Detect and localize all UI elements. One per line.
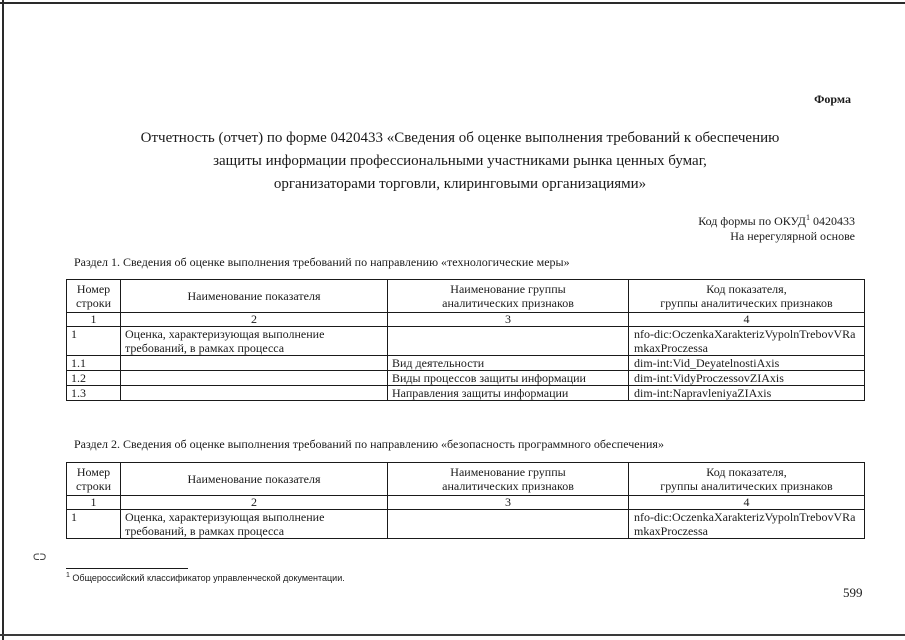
col-number-3: 3: [388, 313, 629, 327]
column-number-row: [67, 313, 865, 327]
col-number-2: 2: [121, 496, 388, 510]
row-name: [121, 386, 388, 401]
row-number: 1.3: [67, 386, 121, 401]
row-group: Вид деятельности: [388, 356, 629, 371]
col-header-code: [629, 463, 865, 496]
col-header-code: [629, 280, 865, 313]
col-header-code-line2: группы аналитических признаков: [660, 296, 833, 310]
section2-title: Раздел 2. Сведения об оценке выполнения требований по направлению «безопасность программного обеспечения»: [74, 437, 664, 451]
col-number-3: 3: [388, 496, 629, 510]
col-header-number-line2: строки: [76, 479, 111, 493]
col-header-group-line2: аналитических признаков: [442, 479, 574, 493]
page-border-top: [0, 2, 905, 4]
row-number: 1.2: [67, 371, 121, 386]
col-header-number: [67, 463, 121, 496]
col-number-1: 1: [67, 496, 121, 510]
col-number-4: 4: [629, 313, 865, 327]
column-number-row: [67, 496, 865, 510]
footnote-divider: [66, 568, 188, 569]
row-number: 1.1: [67, 356, 121, 371]
form-label: Форма: [814, 92, 851, 106]
row-code: nfo-dic:OczenkaXarakterizVypolnTrebovVRamkaxProczessa: [629, 510, 865, 539]
title-line-3: организаторами торговли, клиринговыми организациями»: [273, 176, 647, 192]
row-code: dim-int:Vid_DeyatelnostiAxis: [629, 356, 865, 371]
col-header-number-line1: Номер: [76, 465, 111, 479]
row-group: Виды процессов защиты информации: [388, 371, 629, 386]
col-header-number-line1: Номер: [76, 282, 111, 296]
okud-code: 0420433: [813, 214, 855, 228]
section1-title: Раздел 1. Сведения об оценке выполнения требований по направлению «технологические меры»: [74, 255, 570, 269]
page-number: 599: [843, 585, 863, 600]
footnote-ref: 1: [66, 572, 70, 579]
header-row: [67, 280, 865, 313]
row-group: [388, 327, 629, 356]
row-name: Оценка, характеризующая выполнение требований, в рамках процесса: [121, 327, 388, 356]
section2-table: [66, 462, 865, 539]
row-number: 1: [67, 510, 121, 539]
row-name: Оценка, характеризующая выполнение требований, в рамках процесса: [121, 510, 388, 539]
title-line-1: Отчетность (отчет) по форме 0420433 «Сведения об оценке выполнения требований к обеспечению: [140, 130, 780, 146]
col-header-name: Наименование показателя: [121, 463, 388, 496]
scan-mark: ᑕᑐ: [33, 552, 47, 562]
table-row: [67, 327, 865, 356]
col-header-group: [388, 280, 629, 313]
col-header-number-line2: строки: [76, 296, 111, 310]
col-header-name: Наименование показателя: [121, 280, 388, 313]
section1-table: [66, 279, 865, 401]
col-number-2: 2: [121, 313, 388, 327]
table-row: [67, 356, 865, 371]
col-header-number: [67, 280, 121, 313]
col-header-group-line1: Наименование группы: [450, 465, 566, 479]
row-group: [388, 510, 629, 539]
okud-block: [698, 210, 855, 244]
page-border-left: [2, 0, 4, 640]
row-group: Направления защиты информации: [388, 386, 629, 401]
table-row: [67, 386, 865, 401]
col-header-group: [388, 463, 629, 496]
row-code: nfo-dic:OczenkaXarakterizVypolnTrebovVRamkaxProczessa: [629, 327, 865, 356]
col-number-4: 4: [629, 496, 865, 510]
footnote: [66, 572, 345, 583]
okud-code-line: [698, 210, 855, 229]
col-number-1: 1: [67, 313, 121, 327]
header-row: [67, 463, 865, 496]
page-border-bottom: [0, 634, 905, 636]
row-name: [121, 371, 388, 386]
col-header-code-line1: Код показателя,: [706, 282, 787, 296]
row-number: 1: [67, 327, 121, 356]
okud-footnote-ref: 1: [806, 213, 810, 222]
row-code: dim-int:VidyProczessovZIAxis: [629, 371, 865, 386]
col-header-code-line1: Код показателя,: [706, 465, 787, 479]
table-row: [67, 510, 865, 539]
row-name: [121, 356, 388, 371]
table-row: [67, 371, 865, 386]
row-code: dim-int:NapravleniyaZIAxis: [629, 386, 865, 401]
document-title: [100, 127, 820, 196]
col-header-code-line2: группы аналитических признаков: [660, 479, 833, 493]
okud-prefix: Код формы по ОКУД: [698, 214, 806, 228]
okud-periodicity: На нерегулярной основе: [730, 229, 855, 243]
footnote-text: Общероссийский классификатор управленческой документации.: [72, 573, 345, 583]
col-header-group-line2: аналитических признаков: [442, 296, 574, 310]
col-header-group-line1: Наименование группы: [450, 282, 566, 296]
title-line-2: защиты информации профессиональными участниками рынка ценных бумаг,: [213, 153, 707, 169]
